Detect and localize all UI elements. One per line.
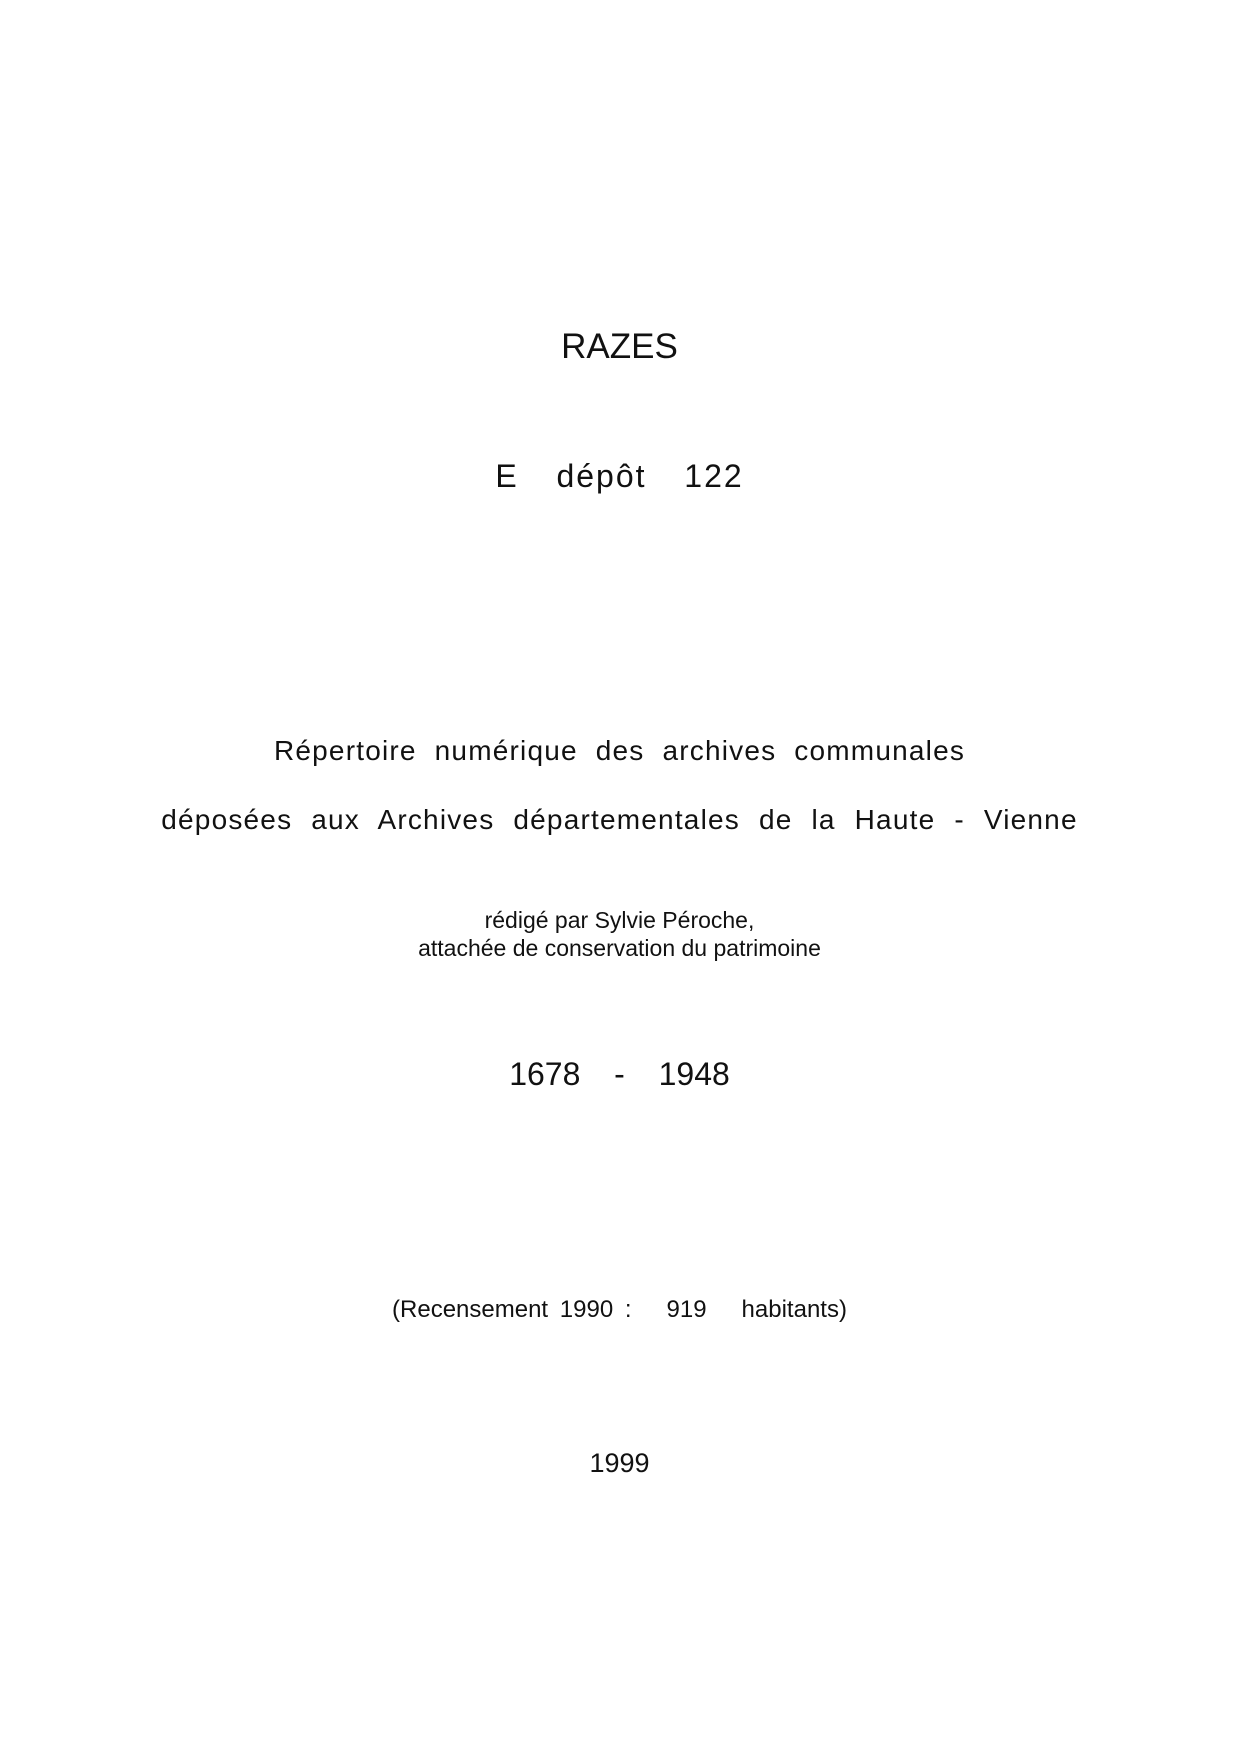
depot-reference: E dépôt 122 bbox=[495, 458, 744, 494]
repertoire-line-1: Répertoire numérique des archives communales bbox=[273, 735, 966, 766]
repertoire-line-2: déposées aux Archives départementales de la Haute - Vienne bbox=[161, 804, 1078, 835]
author-line-1: rédigé par Sylvie Péroche, bbox=[484, 907, 755, 933]
author-line-2: attachée de conservation du patrimoine bbox=[418, 935, 821, 961]
census-note: (Recensement 1990 : 919 habitants) bbox=[392, 1296, 847, 1323]
date-range: 1678 - 1948 bbox=[509, 1056, 730, 1092]
publication-year: 1999 bbox=[589, 1448, 650, 1478]
commune-title: RAZES bbox=[561, 327, 678, 366]
